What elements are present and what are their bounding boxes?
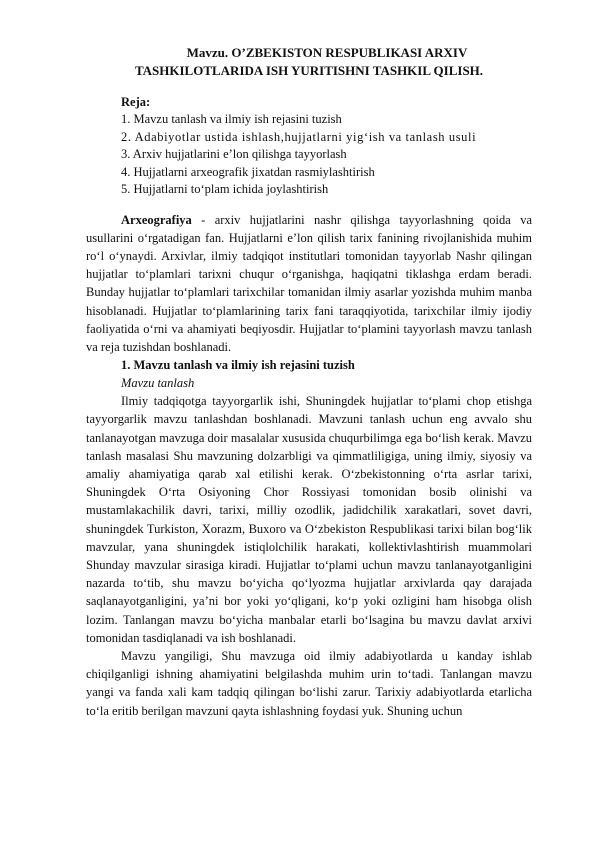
intro-term: Arxeografiya [121, 212, 192, 227]
title-line-2: TASHKILOTLARIDA ISH YURITISHNI TASHKIL QILISH. [134, 63, 484, 78]
body-paragraph: Mavzu yangiligi, Shu mavzuga oid ilmiy adabiyotlarda u kanday ishlab chiqilganligi ishning ahamiyatini belgilashda muhim urin to‘tadi. Tanlangan mavzu yangi va fanda xali kam tadqiq qilingan bo‘lishi zarur. Tarixiy adabiyotlarda etarlicha to‘la eritib berilgan mavzuni qayta ishlashning foydasi yuk. Shuning uchun [86, 648, 532, 718]
plan-list [121, 111, 532, 199]
section-subtitle: Mavzu tanlash [121, 376, 195, 391]
title-line-1: Mavzu. O’ZBEKISTON RESPUBLIKASI ARXIV [186, 45, 468, 60]
intro-paragraph [86, 211, 532, 357]
intro-text: - arxiv hujjatlarini nashr qilishga tayyorlashning qoida va usullarini o‘rgatadigan fan. Hujjatlarni e’lon qilish tarix fanining rivojlanishida muhim ro‘l o‘ynaydi. Arxivlar, ilmiy tadqiqot institutlari tomonidan tayyorlab Nashr qilingan hujjatlar to‘plamlari tarixni chuqur o‘rganishga, haqiqatni tiklashga erdam beradi. Bunday hujjatlar to‘plamlari tarixchilar tomanidan ilmiy asarlar yozishda muhim manba hisoblanadi. Hujjatlar to‘plamlarining tarix fani taraqqiyotida, tarixchilar ilmiy ijodiy faoliyatida o‘rni va ahamiyati beqiyosdir. Hujjatlar to‘plamini tayyorlash mavzu tanlash va reja tuzishdan boshlanadi. [86, 212, 532, 354]
plan-item: 3. Arxiv hujjatlarini e’lon qilishga tayyorlash [121, 147, 347, 161]
document-title [86, 44, 532, 80]
plan-item: 1. Mavzu tanlash va ilmiy ish rejasini tuzish [121, 112, 342, 126]
document-page [86, 44, 532, 720]
body-paragraph: Ilmiy tadqiqotga tayyorgarlik ishi, Shuningdek hujjatlar to‘plami chop etishga tayyorgarlik mavzu tanlashdan boshlanadi. Mavzuni tanlash uchun eng avvalo shu tanlanayotgan mavzuga doir masalalar xususida chuqurbilimga ega bo‘lish kerak. Mavzu tanlash masalasi Shu mavzuning dolzarbligi va qimmatliligiga, uning ilmiy, siyosiy va amaliy ahamiyatiga qarab xal etilishi kerak. O‘zbekistonning o‘rta asrlar tarixi, Shuningdek O‘rta Osiyoning Chor Rossiyasi tomonidan bosib olinishi va mustamlakachilik davri, tarixi, milliy ozodlik, jadidchilik xarakatlari, sovet davri, shuningdek Turkiston, Xorazm, Buxoro va O‘zbekiston Respublikasi tarixi bilan bog‘lik mavzular, yana shuningdek istiqlolchilik harakati, kollektivlashtirish muammolari Shunday mavzular sirasiga kiradi. Hujjatlar to‘plami uchun mavzu tanlanayotganligini nazarda to‘tib, shu mavzu bo‘yicha qo‘lyozma hujjatlar arxivlarda qay darajada saqlanayotganligini, ya’ni bor yoki yo‘qligani, ko‘p yoki ozligini ham hisobga olish lozim. Tanlangan mavzu bo‘yicha manbalar etarli bo‘lsagina bu mavzu davlat arxivi tomonidan tasdiqlanadi va ish boshlanadi. [86, 394, 532, 645]
plan-item: 2. Adabiyotlar ustida ishlash,hujjatlarni yig‘ish va tanlash usuli [121, 129, 477, 144]
plan-item: 5. Hujjatlarni to‘plam ichida joylashtirish [121, 182, 329, 196]
section-title: 1. Mavzu tanlash va ilmiy ish rejasini tuzish [121, 358, 355, 373]
plan-heading: Reja: [121, 95, 151, 109]
plan-item: 4. Hujjatlarni arxeografik jixatdan rasmiylashtirish [121, 164, 375, 179]
